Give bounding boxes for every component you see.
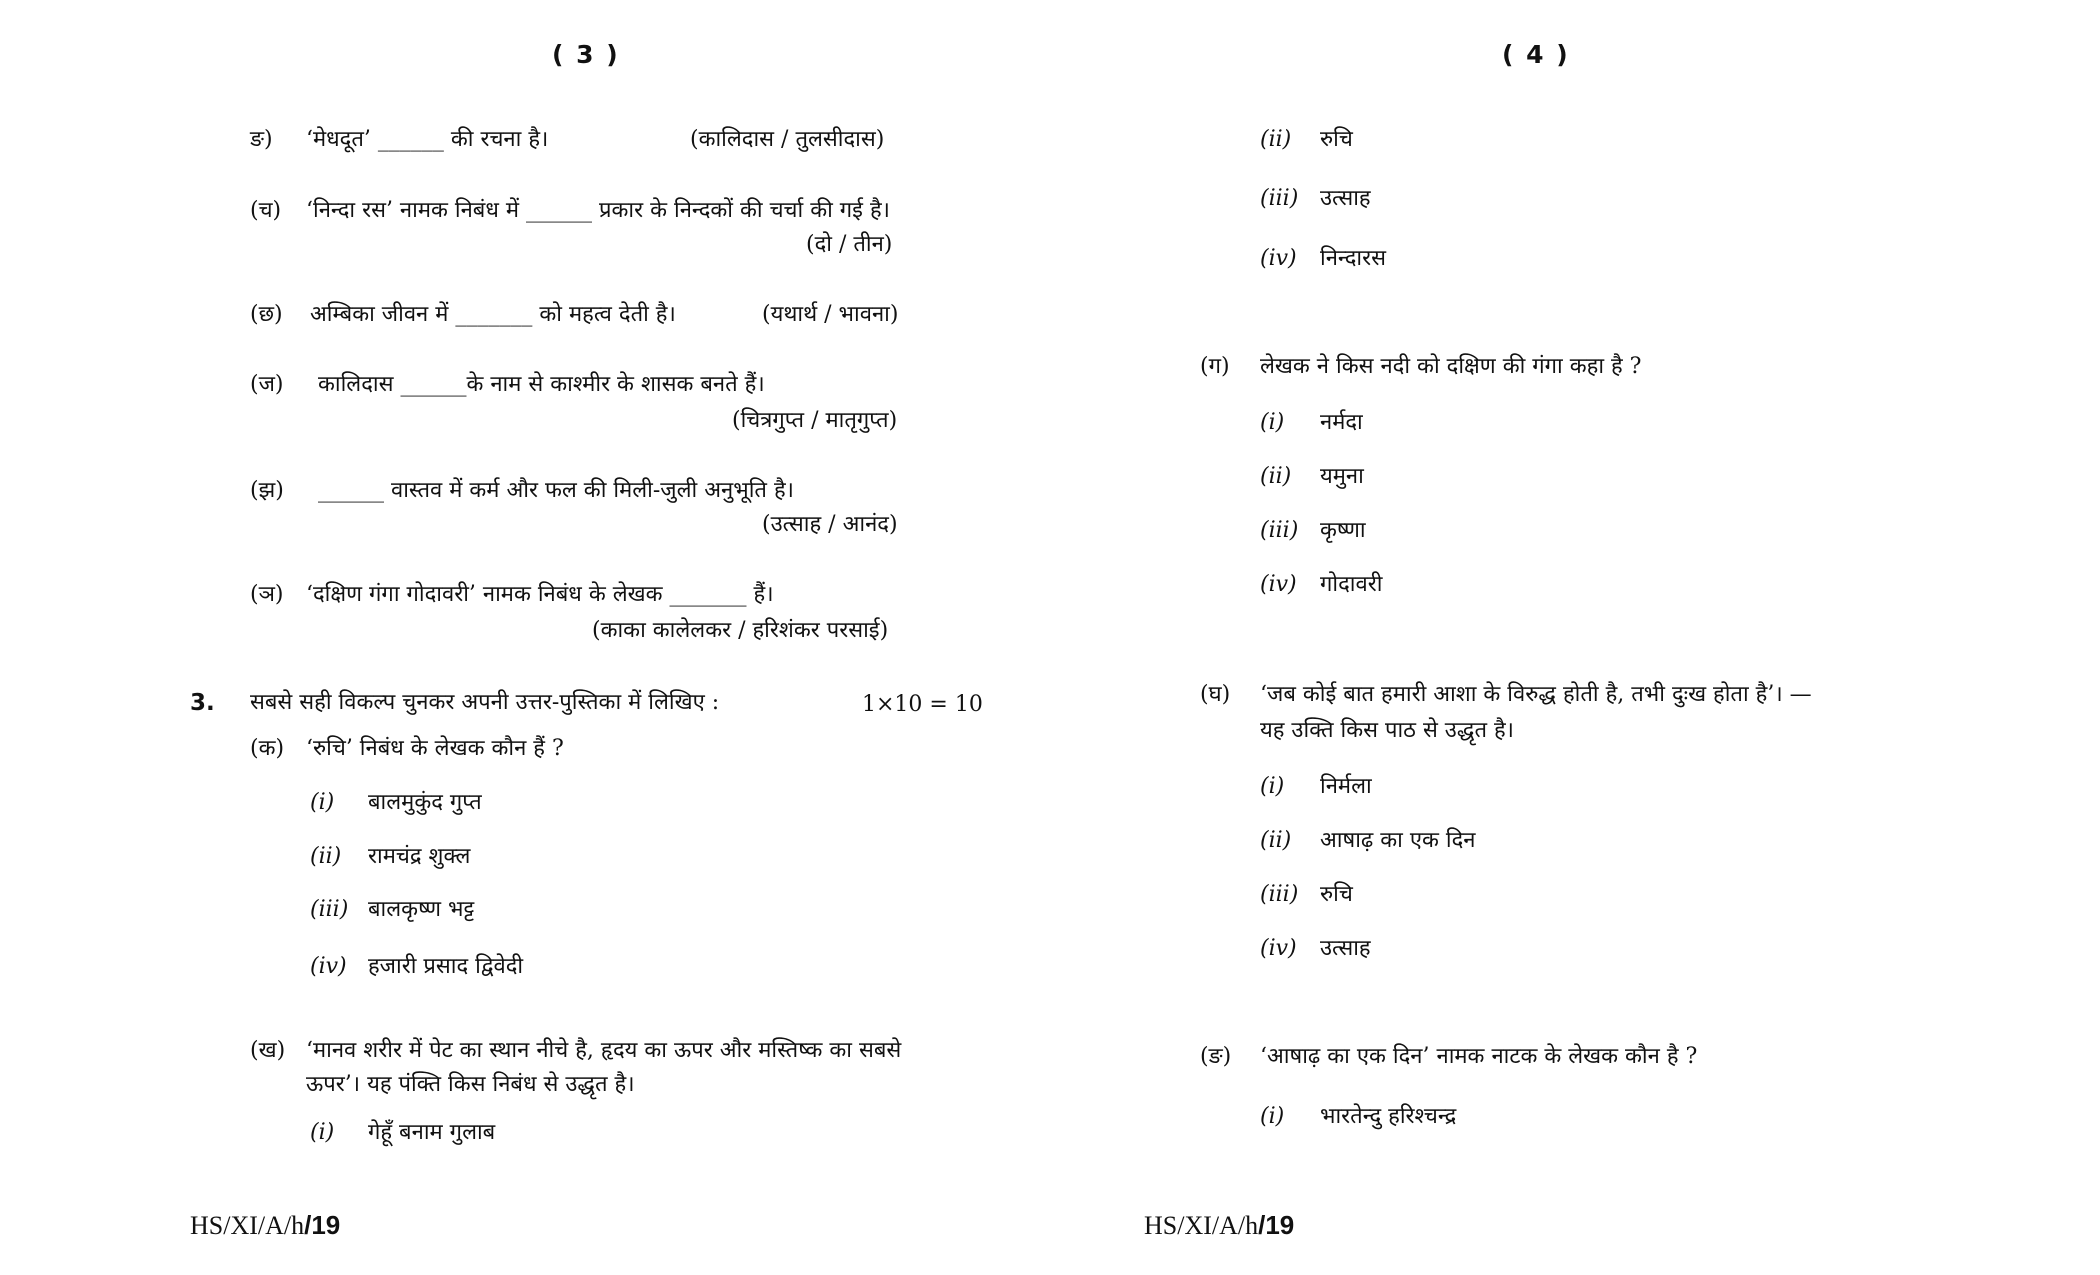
item-label: ङ) (250, 127, 273, 152)
option-text: नर्मदा (1320, 410, 1363, 435)
option-number: (iii) (310, 897, 349, 922)
subquestion-label: (ख) (250, 1038, 286, 1063)
option-number: (i) (1260, 410, 1285, 435)
item-options: (यथार्थ / भावना) (762, 302, 899, 327)
option-text: बालकृष्ण भट्ट (368, 897, 475, 922)
option-number: (ii) (310, 844, 342, 869)
question-instruction: सबसे सही विकल्प चुनकर अपनी उत्तर-पुस्तिका में लिखिए : (250, 690, 720, 715)
subquestion-text: लेखक ने किस नदी को दक्षिण की गंगा कहा है ? (1260, 354, 1642, 379)
option-text: आषाढ़ का एक दिन (1320, 828, 1476, 853)
item-text: कालिदास ______के नाम से काश्मीर के शासक बनते हैं। (318, 372, 765, 397)
option-number: (iv) (1260, 246, 1297, 271)
option-number: (iii) (1260, 882, 1299, 907)
option-number: (iv) (1260, 936, 1297, 961)
option-text: रामचंद्र शुक्ल (368, 844, 471, 869)
option-number: (ii) (1260, 464, 1292, 489)
item-label: (ञ) (250, 582, 284, 607)
subquestion-text-line1: ‘जब कोई बात हमारी आशा के विरुद्ध होती है, तभी दुःख होता है’। — (1260, 682, 1812, 707)
option-text: रुचि (1320, 882, 1353, 907)
page-number: ( 3 ) (552, 40, 620, 69)
subquestion-label: (घ) (1200, 682, 1231, 707)
option-number: (iv) (310, 954, 347, 979)
item-options: (चित्रगुप्त / मातृगुप्त) (732, 408, 898, 433)
option-text: निन्दारस (1320, 246, 1386, 271)
subquestion-label: (ङ) (1200, 1044, 1232, 1069)
option-number: (i) (1260, 774, 1285, 799)
option-text: गोदावरी (1320, 572, 1383, 597)
footer-code: HS/XI/A/h/19 (1144, 1210, 1295, 1240)
item-label: (च) (250, 198, 282, 223)
option-text: निर्मला (1320, 774, 1372, 799)
page-number: ( 4 ) (1502, 40, 1570, 69)
item-text: ______ वास्तव में कर्म और फल की मिली-जुली अनुभूति है। (318, 478, 794, 503)
option-number: (i) (310, 790, 335, 815)
option-text: भारतेन्दु हरिश्चन्द्र (1320, 1104, 1457, 1129)
subquestion-text-line2: ऊपर’। यह पंक्ति किस निबंध से उद्धृत है। (306, 1072, 635, 1097)
item-options: (उत्साह / आनंद) (762, 512, 898, 537)
option-number: (iv) (1260, 572, 1297, 597)
question-number: 3. (190, 690, 215, 716)
item-text: ‘मेधदूत’ ______ की रचना है। (306, 127, 549, 152)
option-number: (ii) (1260, 127, 1292, 152)
option-number: (i) (310, 1120, 335, 1145)
item-text: ‘दक्षिण गंगा गोदावरी’ नामक निबंध के लेखक _______ हैं। (306, 582, 774, 607)
option-number: (iii) (1260, 518, 1299, 543)
subquestion-text: ‘आषाढ़ का एक दिन’ नामक नाटक के लेखक कौन है ? (1260, 1044, 1698, 1069)
option-text: कृष्णा (1320, 518, 1366, 543)
page-right (1050, 0, 2100, 1275)
subquestion-text-line2: यह उक्ति किस पाठ से उद्धृत है। (1260, 718, 1514, 743)
option-number: (ii) (1260, 828, 1292, 853)
option-text: उत्साह (1320, 186, 1371, 211)
item-options: (काका कालेलकर / हरिशंकर परसाई) (592, 618, 889, 643)
item-options: (दो / तीन) (806, 232, 893, 257)
option-number: (iii) (1260, 186, 1299, 211)
subquestion-label: (क) (250, 736, 285, 761)
footer-code: HS/XI/A/h/19 (190, 1210, 341, 1240)
item-text: ‘निन्दा रस’ नामक निबंध में ______ प्रकार के निन्दकों की चर्चा की गई है। (306, 198, 890, 223)
option-text: रुचि (1320, 127, 1353, 152)
marks: 1×10 = 10 (862, 692, 983, 717)
subquestion-label: (ग) (1200, 354, 1230, 379)
option-text: हजारी प्रसाद द्विवेदी (368, 954, 524, 979)
option-text: बालमुकुंद गुप्त (368, 790, 482, 815)
subquestion-text: ‘रुचि’ निबंध के लेखक कौन हैं ? (306, 736, 564, 761)
option-text: गेहूँ बनाम गुलाब (368, 1120, 496, 1145)
option-text: यमुना (1320, 464, 1364, 489)
item-label: (छ) (250, 302, 283, 327)
subquestion-text-line1: ‘मानव शरीर में पेट का स्थान नीचे है, हृदय का ऊपर और मस्तिष्क का सबसे (306, 1038, 902, 1063)
option-number: (i) (1260, 1104, 1285, 1129)
item-label: (झ) (250, 478, 284, 503)
item-options: (कालिदास / तुलसीदास) (690, 127, 885, 152)
item-text: अम्बिका जीवन में _______ को महत्व देती है। (310, 302, 676, 327)
item-label: (ज) (250, 372, 284, 397)
option-text: उत्साह (1320, 936, 1371, 961)
